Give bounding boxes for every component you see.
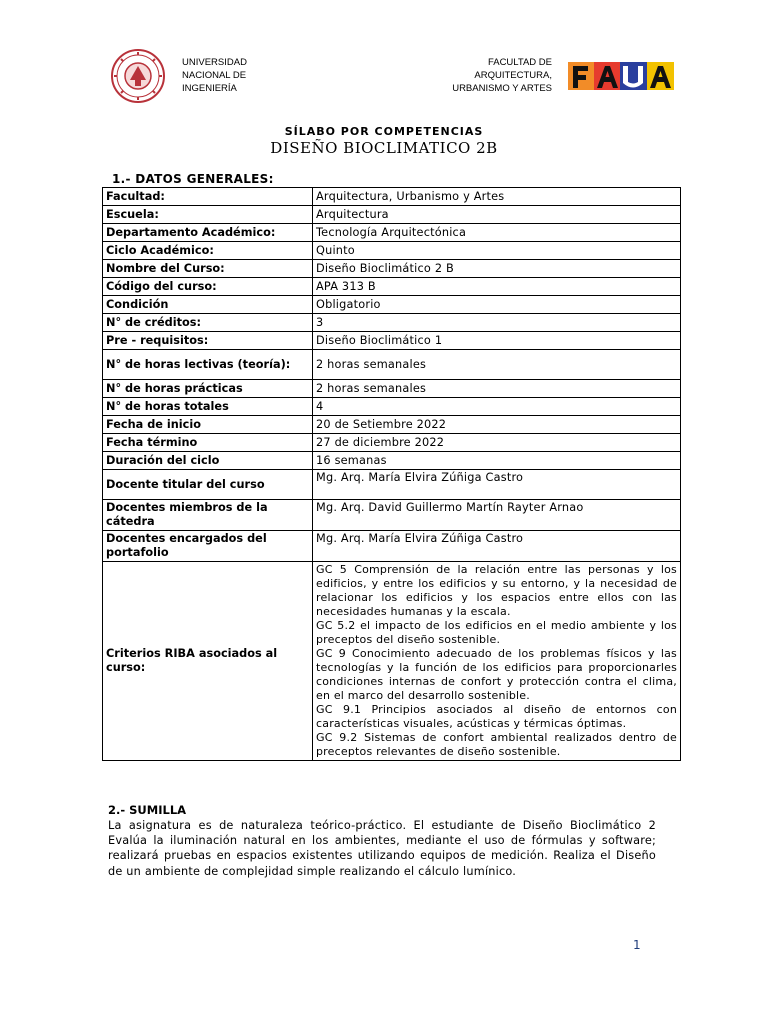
row-label: Docente titular del curso <box>103 470 313 500</box>
riba-criterion: GC 5 Comprensión de la relación entre las personas y los edificios, y entre los edificios y su entorno, y la necesidad de relacionar los edificios y los espacios entre ellos con las necesidades humanas y la escala. <box>316 563 677 618</box>
table-row <box>103 278 681 296</box>
faculty-name: FACULTAD DE ARQUITECTURA, URBANISMO Y ARTES <box>452 57 552 94</box>
row-label: Departamento Académico: <box>103 224 313 242</box>
table-row <box>103 416 681 434</box>
row-label: Fecha término <box>103 434 313 452</box>
section-heading-sumilla: 2.- SUMILLA <box>108 803 187 817</box>
riba-criterion: GC 9.2 Sistemas de confort ambiental realizados dentro de preceptos relevantes de diseño sostenible. <box>316 731 677 758</box>
row-value: Tecnología Arquitectónica <box>313 224 681 242</box>
table-row <box>103 500 681 531</box>
row-label: Facultad: <box>103 188 313 206</box>
row-label: Ciclo Académico: <box>103 242 313 260</box>
riba-criterion: GC 9.1 Principios asociados al diseño de entornos con características visuales, acústicas y térmicas óptimas. <box>316 703 677 730</box>
row-label: Pre - requisitos: <box>103 332 313 350</box>
row-value: 16 semanas <box>313 452 681 470</box>
row-label: N° de horas prácticas <box>103 380 313 398</box>
table-row <box>103 350 681 380</box>
document-title: DISEÑO BIOCLIMATICO 2B <box>270 139 498 157</box>
riba-criterion: GC 9 Conocimiento adecuado de los problemas físicos y las tecnologías y la función de los edificios para proporcionarles condiciones internas de confort y protección contra el clima, en el marco del desarrollo sostenible. <box>316 647 677 702</box>
row-value: Mg. Arq. María Elvira Zúñiga Castro <box>313 531 681 562</box>
table-row <box>103 188 681 206</box>
table-row <box>103 314 681 332</box>
row-value: Quinto <box>313 242 681 260</box>
row-label: Escuela: <box>103 206 313 224</box>
datos-generales-table <box>102 187 681 761</box>
row-label: N° de horas lectivas (teoría): <box>103 350 313 380</box>
row-label: Condición <box>103 296 313 314</box>
row-label: Docentes miembros de la cátedra <box>103 500 313 531</box>
table-row <box>103 224 681 242</box>
table-row-riba <box>103 562 681 761</box>
riba-criterion: GC 5.2 el impacto de los edificios en el medio ambiente y los preceptos del diseño sostenible. <box>316 619 677 646</box>
riba-criteria <box>313 562 681 761</box>
row-value: 4 <box>313 398 681 416</box>
table-row <box>103 296 681 314</box>
row-value: Mg. Arq. David Guillermo Martín Rayter Arnao <box>313 500 681 531</box>
row-value: APA 313 B <box>313 278 681 296</box>
row-value: 27 de diciembre 2022 <box>313 434 681 452</box>
row-label: Código del curso: <box>103 278 313 296</box>
section-heading-datos-generales: 1.- DATOS GENERALES: <box>112 172 274 186</box>
row-value: 2 horas semanales <box>313 350 681 380</box>
table-row <box>103 398 681 416</box>
table-row <box>103 206 681 224</box>
row-label: Docentes encargados del portafolio <box>103 531 313 562</box>
row-value: Mg. Arq. María Elvira Zúñiga Castro <box>313 470 681 500</box>
table-row <box>103 434 681 452</box>
row-value: 20 de Setiembre 2022 <box>313 416 681 434</box>
table-row <box>103 332 681 350</box>
row-label: Fecha de inicio <box>103 416 313 434</box>
row-value: Arquitectura, Urbanismo y Artes <box>313 188 681 206</box>
sumilla-text: La asignatura es de naturaleza teórico-práctico. El estudiante de Diseño Bioclimático 2 Evalúa la iluminación natural en los ambientes, mediante el uso de fórmulas y software; realizará pruebas en espacios existentes utilizando equipos de medición. Realiza el Diseño de un ambiente de complejidad simple realizando el cálculo lumínico. <box>108 819 656 878</box>
table-row <box>103 380 681 398</box>
university-name: UNIVERSIDAD NACIONAL DE INGENIERÍA <box>182 57 247 94</box>
row-label: Nombre del Curso: <box>103 260 313 278</box>
row-value: Diseño Bioclimático 1 <box>313 332 681 350</box>
row-value: Obligatorio <box>313 296 681 314</box>
row-value: Arquitectura <box>313 206 681 224</box>
faua-logo <box>568 62 674 92</box>
table-row <box>103 470 681 500</box>
document-subtitle: SÍLABO POR COMPETENCIAS <box>284 125 484 138</box>
row-label: Duración del ciclo <box>103 452 313 470</box>
riba-label: Criterios RIBA asociados al curso: <box>103 562 313 761</box>
row-label: N° de horas totales <box>103 398 313 416</box>
page-number: 1 <box>633 938 641 952</box>
table-row <box>103 242 681 260</box>
row-value: 2 horas semanales <box>313 380 681 398</box>
row-value: Diseño Bioclimático 2 B <box>313 260 681 278</box>
table-row <box>103 531 681 562</box>
table-row <box>103 260 681 278</box>
university-seal-logo <box>110 46 166 106</box>
row-value: 3 <box>313 314 681 332</box>
row-label: N° de créditos: <box>103 314 313 332</box>
table-row <box>103 452 681 470</box>
